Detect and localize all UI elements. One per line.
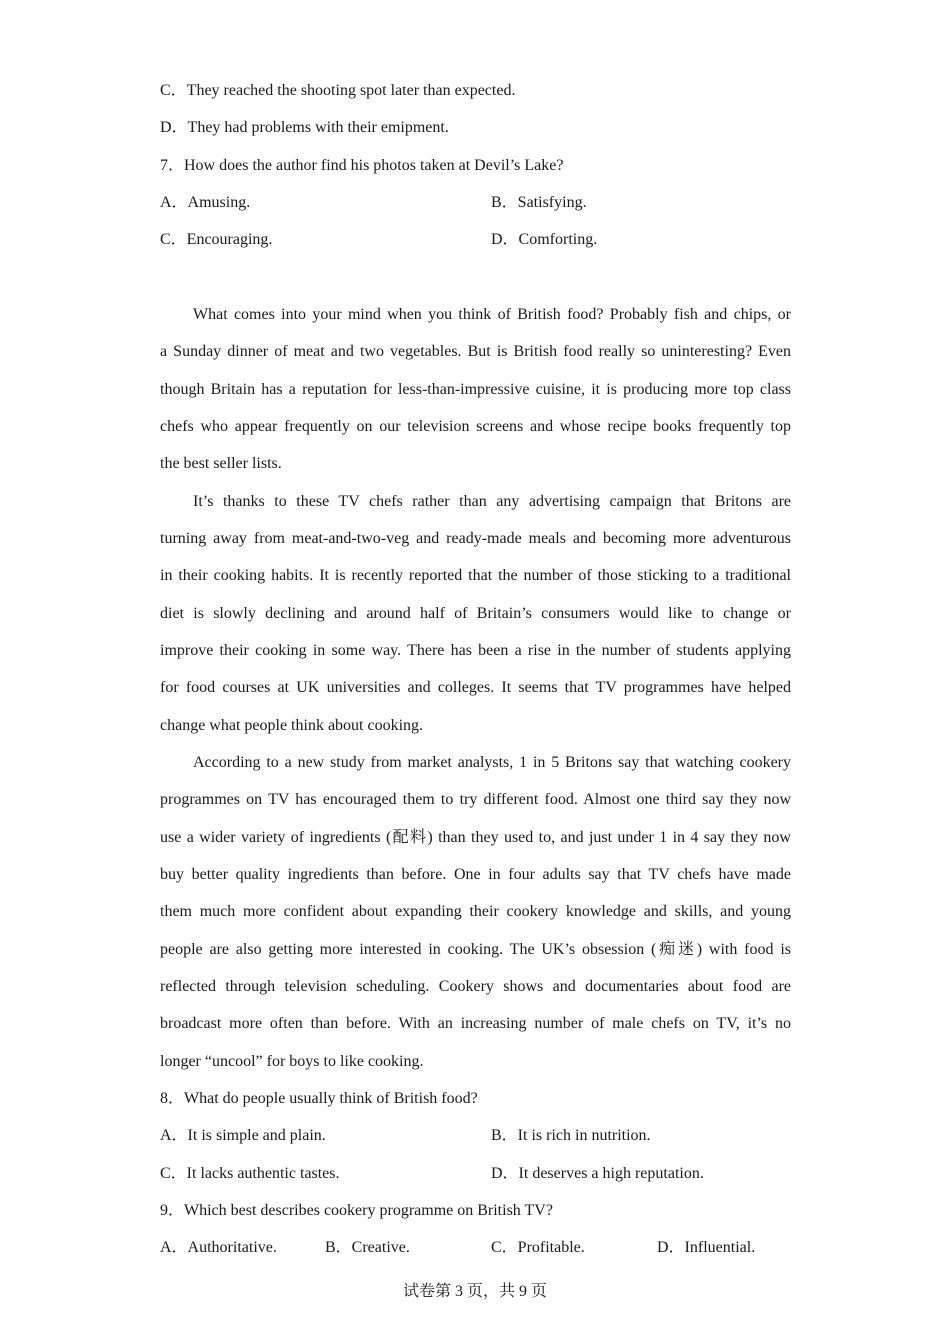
passage-line: programmes on TV has encouraged them to try different food. Almost one third say they now	[160, 791, 791, 808]
passage-line: a Sunday dinner of meat and two vegetables. But is British food really so uninteresting? Even	[160, 343, 791, 360]
passage-line: broadcast more often than before. With an increasing number of male chefs on TV, it’s no	[160, 1015, 791, 1032]
passage-line: chefs who appear frequently on our television screens and whose recipe books frequently top	[160, 418, 791, 435]
passage-line: use a wider variety of ingredients (配料) than they used to, and just under 1 in 4 say they now	[160, 829, 791, 846]
q8-option-b: B．It is rich in nutrition.	[491, 1127, 651, 1144]
q8-stem: 8．What do people usually think of British food?	[160, 1090, 478, 1107]
q7-option-d: D．Comforting.	[491, 231, 598, 248]
passage-line: turning away from meat-and-two-veg and ready-made meals and becoming more adventurous	[160, 530, 791, 547]
q9-option-c: C．Profitable.	[491, 1239, 585, 1256]
q9-option-b: B．Creative.	[325, 1239, 410, 1256]
q6-option-c: C．They reached the shooting spot later than expected.	[160, 82, 516, 99]
passage-line: in their cooking habits. It is recently reported that the number of those sticking to a traditional	[160, 567, 791, 584]
q7-option-c: C．Encouraging.	[160, 231, 273, 248]
passage-line: It’s thanks to these TV chefs rather than any advertising campaign that Britons are	[193, 493, 791, 510]
passage-line: According to a new study from market analysts, 1 in 5 Britons say that watching cookery	[193, 754, 791, 771]
q7-option-b: B．Satisfying.	[491, 194, 587, 211]
passage-line: What comes into your mind when you think of British food? Probably fish and chips, or	[193, 306, 791, 323]
passage-line: buy better quality ingredients than before. One in four adults say that TV chefs have made	[160, 866, 791, 883]
q6-option-d: D．They had problems with their emipment.	[160, 119, 449, 136]
passage-line: improve their cooking in some way. There has been a rise in the number of students applying	[160, 642, 791, 659]
q7-stem: 7．How does the author find his photos taken at Devil’s Lake?	[160, 157, 564, 174]
page-footer: 试卷第 3 页，共 9 页	[402, 1283, 547, 1300]
q8-option-c: C．It lacks authentic tastes.	[160, 1165, 340, 1182]
passage-line: reflected through television scheduling. Cookery shows and documentaries about food are	[160, 978, 791, 995]
passage-line: the best seller lists.	[160, 455, 282, 472]
passage-line: longer “uncool” for boys to like cooking.	[160, 1053, 424, 1070]
q9-stem: 9．Which best describes cookery programme on British TV?	[160, 1202, 553, 1219]
passage-line: though Britain has a reputation for less-than-impressive cuisine, it is producing more top class	[160, 381, 791, 398]
q8-option-d: D．It deserves a high reputation.	[491, 1165, 704, 1182]
passage-line: for food courses at UK universities and colleges. It seems that TV programmes have helped	[160, 679, 791, 696]
passage-line: change what people think about cooking.	[160, 717, 424, 734]
q9-option-a: A．Authoritative.	[160, 1239, 277, 1256]
passage-line: diet is slowly declining and around half of Britain’s consumers would like to change or	[160, 605, 791, 622]
q8-option-a: A．It is simple and plain.	[160, 1127, 326, 1144]
passage-line: them much more confident about expanding their cookery knowledge and skills, and young	[160, 903, 791, 920]
q7-option-a: A．Amusing.	[160, 194, 251, 211]
passage-line: people are also getting more interested in cooking. The UK’s obsession (痴迷) with food is	[160, 941, 791, 958]
q9-option-d: D．Influential.	[657, 1239, 756, 1256]
